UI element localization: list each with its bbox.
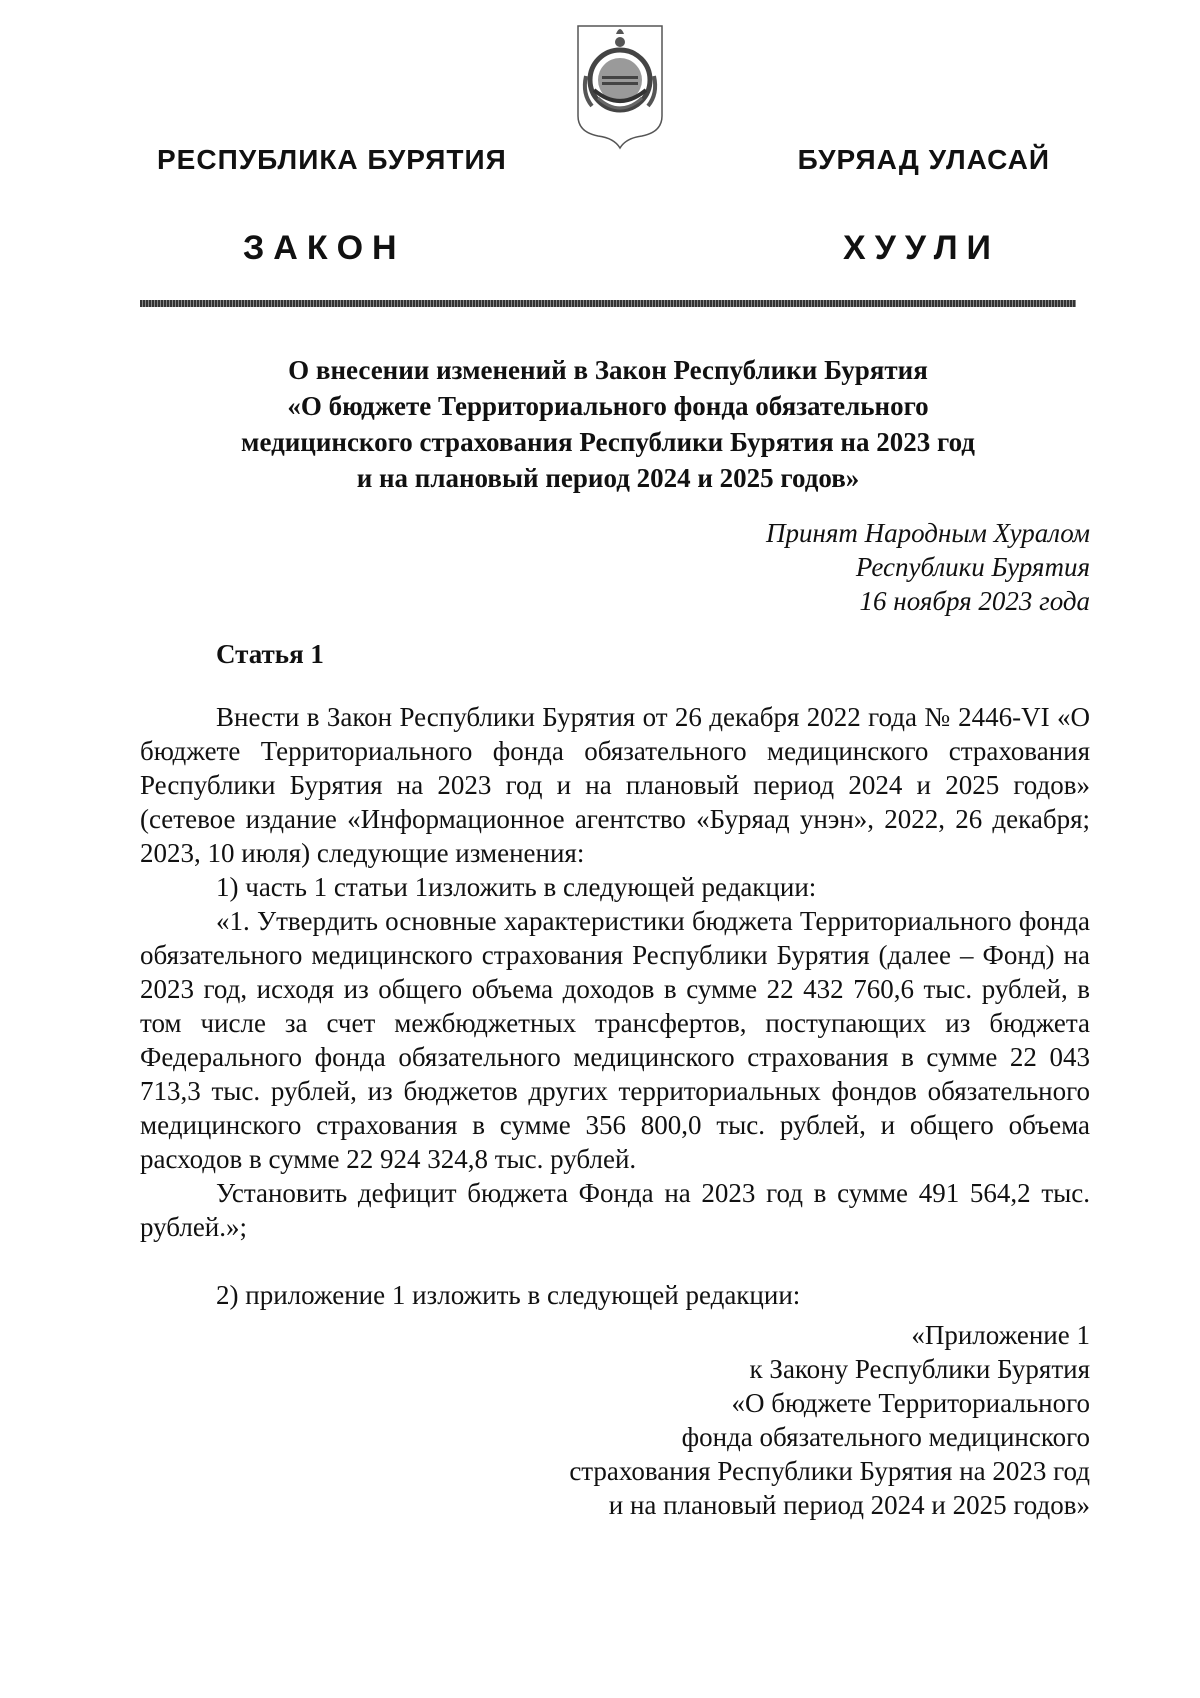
header-divider [140, 300, 1076, 307]
doc-type-russian: ЗАКОН [243, 229, 406, 267]
law-title-line: «О бюджете Территориального фонда обязательного [287, 391, 929, 421]
law-title-line: медицинского страхования Республики Бурятия на 2023 год [241, 427, 975, 457]
article-paragraph: Установить дефицит бюджета Фонда на 2023 год в сумме 491 564,2 тыс. рублей.»; [140, 1178, 1090, 1242]
appendix-header [569, 1318, 1090, 1522]
article-paragraph: Внести в Закон Республики Бурятия от 26 декабря 2022 года № 2446-VI «О бюджете Территориального фонда обязательного медицинского страхования Республики Бурятия на 2023 год и на плановый период 2024 и 2025 годов» (сетевое издание «Информационное агентство «Буряад унэн», 2022, 26 декабря; 2023, 10 июля) следующие изменения: [140, 702, 1090, 868]
appendix-line: «Приложение 1 [911, 1320, 1090, 1350]
adoption-date: 16 ноября 2023 года [859, 586, 1090, 616]
article-body [140, 700, 1090, 1312]
law-title-line: О внесении изменений в Закон Республики Бурятия [288, 355, 928, 385]
article-paragraph: 1) часть 1 статьи 1изложить в следующей редакции: [216, 872, 817, 902]
appendix-line: фонда обязательного медицинского [681, 1422, 1090, 1452]
doc-type-buryat: ХУУЛИ [843, 229, 1000, 267]
appendix-line: к Закону Республики Бурятия [749, 1354, 1090, 1384]
appendix-line: «О бюджете Территориального [731, 1388, 1090, 1418]
article-paragraph: «1. Утвердить основные характеристики бюджета Территориального фонда обязательного медицинского страхования Республики Бурятия (далее – Фонд) на 2023 год, исходя из общего объема доходов в сумме 22 432 760,6 тыс. рублей, в том числе за счет межбюджетных трансфертов, поступающих из бюджета Федерального фонда обязательного медицинского страхования в сумме 22 043 713,3 тыс. рублей, из бюджетов других территориальных фондов обязательного медицинского страхования в сумме 356 800,0 тыс. рублей, и общего объема расходов в сумме 22 924 324,8 тыс. рублей. [140, 906, 1090, 1174]
adoption-line: Принят Народным Хуралом [765, 518, 1090, 548]
law-title [140, 352, 1076, 496]
adoption-line: Республики Бурятия [855, 552, 1090, 582]
law-title-line: и на плановый период 2024 и 2025 годов» [356, 463, 860, 493]
appendix-line: и на плановый период 2024 и 2025 годов» [608, 1490, 1090, 1520]
republic-name-buryat: БУРЯАД УЛАСАЙ [797, 144, 1050, 175]
coat-of-arms-icon [572, 20, 668, 152]
adoption-note [766, 516, 1090, 618]
article-paragraph: 2) приложение 1 изложить в следующей редакции: [216, 1280, 801, 1310]
article-heading: Статья 1 [216, 639, 324, 669]
appendix-line: страхования Республики Бурятия на 2023 год [569, 1456, 1090, 1486]
republic-name-russian: РЕСПУБЛИКА БУРЯТИЯ [157, 144, 507, 175]
